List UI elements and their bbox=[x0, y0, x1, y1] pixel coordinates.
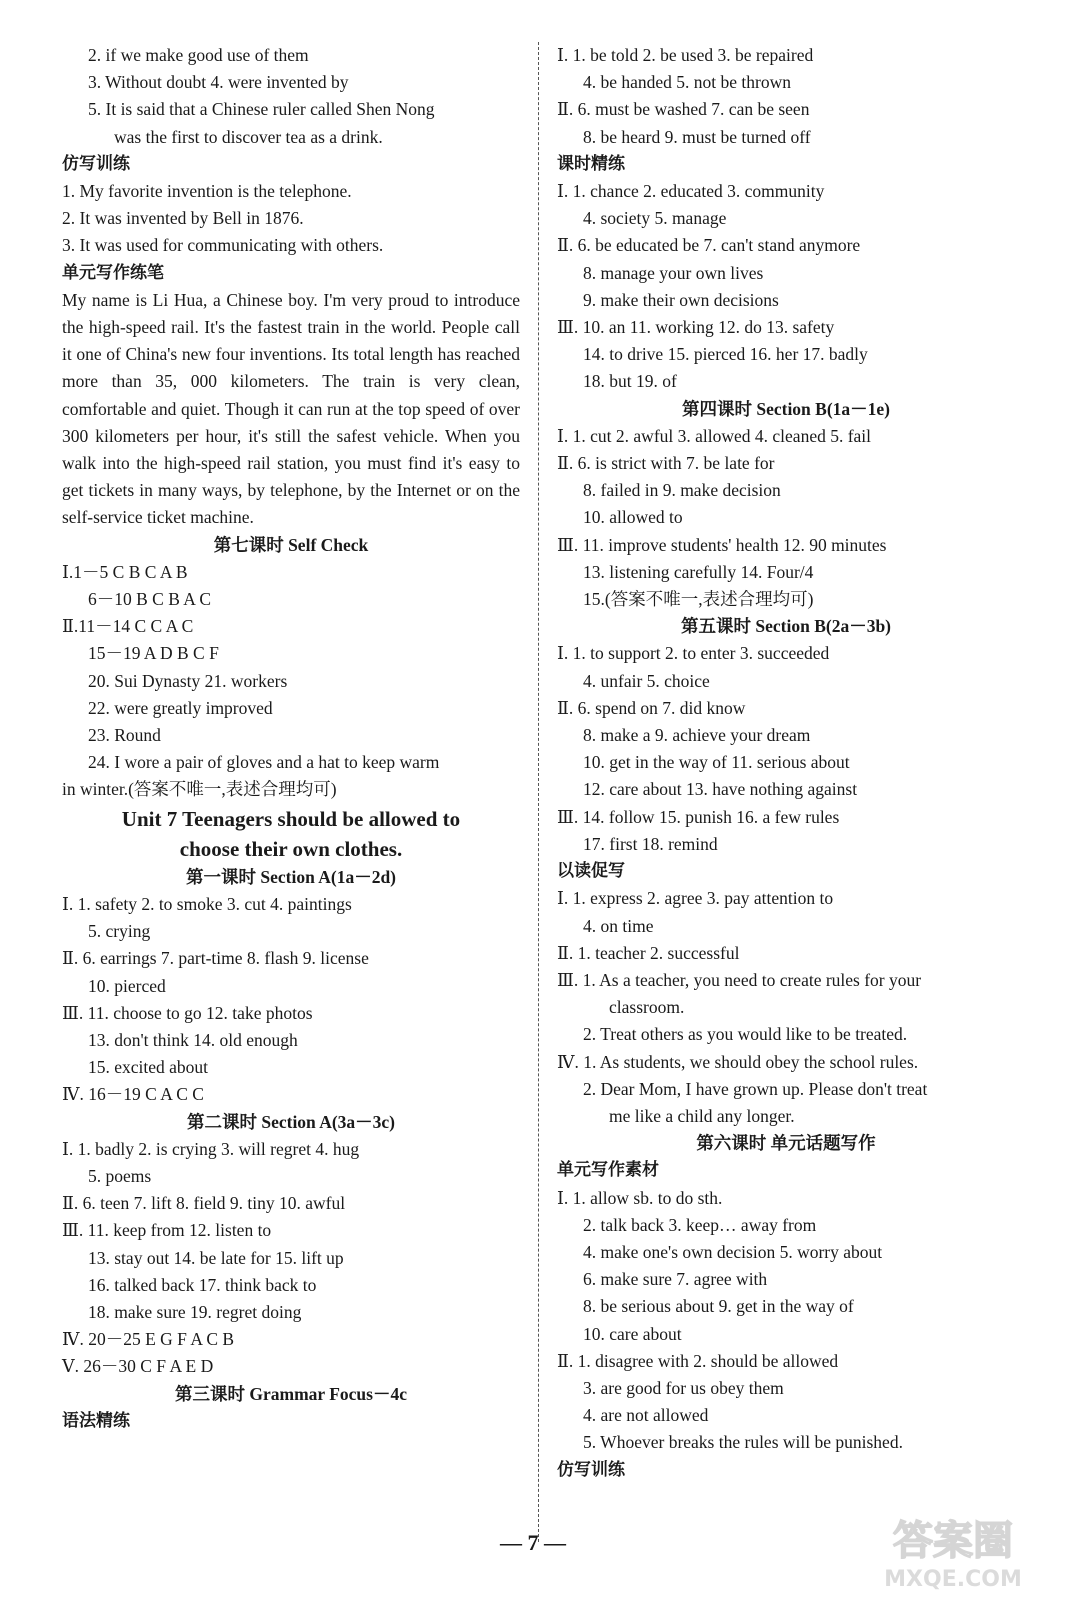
answer-line: Ⅰ. 1. express 2. agree 3. pay attention to bbox=[557, 888, 834, 909]
answer-line: Ⅱ.11－14 C C A C bbox=[62, 616, 194, 637]
lesson-title: 第二课时 Section A(3a－3c) bbox=[186, 1111, 396, 1132]
answer-line: Ⅰ. 1. be told 2. be used 3. be repaired bbox=[557, 45, 814, 65]
answer-line: Ⅳ. 1. As students, we should obey the school rules. bbox=[557, 1051, 919, 1072]
answer-line: Ⅲ. 11. keep from 12. listen to bbox=[62, 1220, 272, 1241]
answer-line: Ⅳ. 20－25 E G F A C B bbox=[62, 1329, 235, 1350]
answer-line: 10. allowed to bbox=[583, 507, 683, 528]
answer-line: Ⅱ. 6. spend on 7. did know bbox=[557, 697, 746, 718]
answer-line: 14. to drive 15. pierced 16. her 17. badly bbox=[583, 344, 868, 365]
answer-line: Ⅳ. 16－19 C A C C bbox=[62, 1084, 204, 1105]
answer-line: 1. My favorite invention is the telephone. bbox=[62, 181, 352, 202]
answer-line: 8. be serious about 9. get in the way of bbox=[583, 1296, 854, 1317]
answer-line: Ⅰ. 1. cut 2. awful 3. allowed 4. cleaned 5. fail bbox=[557, 425, 872, 446]
answer-line: 5. Whoever breaks the rules will be punished. bbox=[583, 1432, 903, 1453]
answer-line: 12. care about 13. have nothing against bbox=[583, 779, 858, 800]
answer-line: 8. make a 9. achieve your dream bbox=[583, 725, 811, 746]
section-heading: 语法精练 bbox=[62, 1410, 130, 1431]
answer-line: 9. make their own decisions bbox=[583, 289, 779, 310]
answer-line: Ⅲ. 14. follow 15. punish 16. a few rules bbox=[557, 806, 840, 827]
unit-title: choose their own clothes. bbox=[179, 836, 403, 861]
unit-title: Unit 7 Teenagers should be allowed to bbox=[121, 806, 461, 831]
answer-line: 4. are not allowed bbox=[583, 1405, 709, 1426]
lesson-title: 第五课时 Section B(2a－3b) bbox=[681, 616, 891, 637]
answer-line: Ⅱ. 1. disagree with 2. should be allowed bbox=[557, 1350, 839, 1371]
answer-line: Ⅰ. 1. chance 2. educated 3. community bbox=[557, 181, 825, 202]
answer-line: Ⅰ. 1. allow sb. to do sth. bbox=[557, 1187, 723, 1208]
lesson-title: 第六课时 单元话题写作 bbox=[696, 1133, 876, 1154]
answer-line: 3. are good for us obey them bbox=[583, 1377, 784, 1398]
answer-line: 18. but 19. of bbox=[583, 371, 677, 392]
answer-line: Ⅱ. 6. teen 7. lift 8. field 9. tiny 10. awful bbox=[62, 1193, 346, 1214]
answer-line: 15. excited about bbox=[88, 1057, 209, 1078]
answer-line: 13. don't think 14. old enough bbox=[88, 1029, 298, 1050]
answer-line: 8. be heard 9. must be turned off bbox=[583, 126, 811, 147]
answer-line: in winter.(答案不唯一,表述合理均可) bbox=[62, 779, 337, 800]
answer-line: Ⅲ. 1. As a teacher, you need to create rules for your bbox=[557, 969, 922, 990]
answer-line: 4. make one's own decision 5. worry about bbox=[583, 1241, 883, 1262]
answer-line: Ⅰ. 1. to support 2. to enter 3. succeeded bbox=[557, 643, 830, 664]
answer-line: 15－19 A D B C F bbox=[88, 643, 219, 664]
answer-line: 8. failed in 9. make decision bbox=[583, 480, 781, 501]
answer-line: 23. Round bbox=[88, 725, 161, 746]
answer-line: 24. I wore a pair of gloves and a hat to keep warm bbox=[88, 752, 440, 773]
answer-line: 20. Sui Dynasty 21. workers bbox=[88, 670, 288, 691]
answer-line: 15.(答案不唯一,表述合理均可) bbox=[583, 589, 814, 610]
answer-line: 4. unfair 5. choice bbox=[583, 670, 710, 691]
answer-line: 18. make sure 19. regret doing bbox=[88, 1301, 302, 1322]
answer-line: 4. on time bbox=[583, 915, 654, 936]
answer-line: 10. pierced bbox=[88, 975, 166, 996]
answer-line: 5. poems bbox=[88, 1165, 152, 1186]
watermark-sub: MXQE.COM bbox=[884, 1567, 1022, 1592]
answer-line: Ⅲ. 11. improve students' health 12. 90 minutes bbox=[557, 534, 887, 555]
lesson-title: 第一课时 Section A(1a－2d) bbox=[186, 866, 396, 887]
answer-line: Ⅰ.1－5 C B C A B bbox=[62, 561, 188, 582]
answer-line: 22. were greatly improved bbox=[88, 697, 273, 718]
section-heading: 以读促写 bbox=[557, 861, 625, 882]
answer-line: 3. Without doubt 4. were invented by bbox=[88, 72, 349, 93]
right-column bbox=[557, 42, 1015, 1484]
answer-line: 2. It was invented by Bell in 1876. bbox=[62, 208, 304, 229]
answer-line: 4. society 5. manage bbox=[583, 208, 727, 229]
answer-line: classroom. bbox=[609, 997, 685, 1018]
page-number: — 7 — bbox=[500, 1530, 566, 1555]
answer-line: Ⅲ. 11. choose to go 12. take photos bbox=[62, 1002, 313, 1023]
answer-line: 4. be handed 5. not be thrown bbox=[583, 72, 792, 93]
section-heading: 仿写训练 bbox=[62, 153, 130, 174]
answer-line: 17. first 18. remind bbox=[583, 833, 718, 854]
answer-line: Ⅱ. 6. be educated be 7. can't stand anymore bbox=[557, 235, 861, 256]
answer-line: 13. listening carefully 14. Four/4 bbox=[583, 561, 814, 582]
lesson-title: 第三课时 Grammar Focus－4c bbox=[174, 1383, 407, 1404]
answer-line: Ⅰ. 1. badly 2. is crying 3. will regret 4. hug bbox=[62, 1138, 360, 1159]
lesson-title: 第七课时 Self Check bbox=[213, 534, 369, 555]
answer-line: 16. talked back 17. think back to bbox=[88, 1274, 317, 1295]
answer-line: Ⅱ. 6. is strict with 7. be late for bbox=[557, 453, 775, 474]
answer-line: me like a child any longer. bbox=[609, 1105, 795, 1126]
column-divider bbox=[538, 42, 539, 1542]
answer-line: Ⅰ. 1. safety 2. to smoke 3. cut 4. paintings bbox=[62, 893, 352, 914]
answer-line: was the first to discover tea as a drink. bbox=[114, 126, 383, 147]
section-heading: 课时精练 bbox=[557, 153, 625, 174]
left-column bbox=[62, 42, 520, 1435]
answer-line: 2. if we make good use of them bbox=[88, 45, 309, 65]
answer-line: 5. crying bbox=[88, 921, 151, 942]
answer-line: Ⅱ. 1. teacher 2. successful bbox=[557, 942, 740, 963]
answer-line: 6－10 B C B A C bbox=[88, 589, 212, 610]
answer-line: 13. stay out 14. be late for 15. lift up bbox=[88, 1247, 344, 1268]
answer-line: 2. Treat others as you would like to be treated. bbox=[583, 1024, 908, 1045]
section-heading: 单元写作素材 bbox=[557, 1160, 659, 1181]
answer-line: 10. care about bbox=[583, 1323, 682, 1344]
lesson-title: 第四课时 Section B(1a－1e) bbox=[681, 398, 891, 419]
answer-line: 6. make sure 7. agree with bbox=[583, 1269, 768, 1290]
answer-line: Ⅱ. 6. must be washed 7. can be seen bbox=[557, 99, 810, 120]
answer-line: 2. Dear Mom, I have grown up. Please don't treat bbox=[583, 1078, 928, 1099]
writing-paragraph: My name is Li Hua, a Chinese boy. I'm very proud to introduce the high-speed rail. It's the fastest train in the world. People call it one of China's new four inventions. Its total length has reached more than 35, 000 kilometers. The train is very clean, comfortable and quiet. Though it can run at the top speed of over 300 kilometers per hour, it's still the safest vehicle. When you walk into the high-speed rail station, you must find it's easy to get tickets in many ways, by telephone, by the Internet or on the self-service ticket machine. bbox=[62, 289, 520, 528]
answer-line: 8. manage your own lives bbox=[583, 262, 764, 283]
watermark-main: 答案圈 bbox=[893, 1518, 1013, 1564]
answer-line: 5. It is said that a Chinese ruler called Shen Nong bbox=[88, 99, 435, 120]
answer-line: Ⅱ. 6. earrings 7. part-time 8. flash 9. license bbox=[62, 948, 369, 969]
answer-line: 2. talk back 3. keep… away from bbox=[583, 1214, 817, 1235]
section-heading: 仿写训练 bbox=[557, 1459, 625, 1480]
answer-line: 10. get in the way of 11. serious about bbox=[583, 752, 850, 773]
answer-line: Ⅲ. 10. an 11. working 12. do 13. safety bbox=[557, 317, 835, 338]
watermark-logo bbox=[858, 1508, 1048, 1594]
section-heading: 单元写作练笔 bbox=[62, 262, 164, 283]
answer-line: Ⅴ. 26－30 C F A E D bbox=[62, 1356, 214, 1377]
answer-line: 3. It was used for communicating with others. bbox=[62, 235, 384, 256]
